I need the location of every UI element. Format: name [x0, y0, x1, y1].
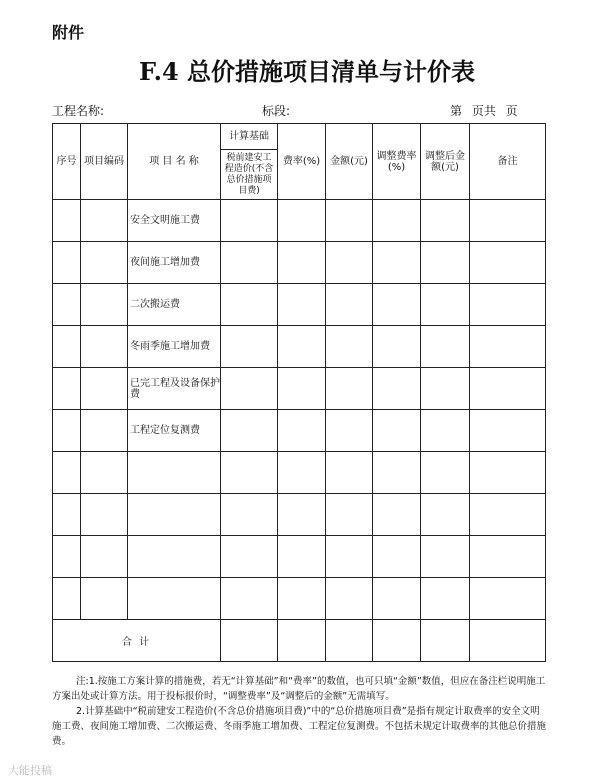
- header-name: 项 目 名 称: [128, 124, 221, 200]
- table-cell: [373, 494, 421, 536]
- table-cell: [421, 452, 470, 494]
- table-cell: [81, 242, 128, 284]
- item-name-cell: [128, 452, 221, 494]
- table-row: [53, 410, 546, 452]
- table-cell: [278, 536, 326, 578]
- table-cell: [326, 326, 373, 368]
- table-cell: [278, 620, 326, 662]
- header-seq: 序号: [53, 124, 81, 200]
- table-cell: [326, 200, 373, 242]
- table-cell: [470, 200, 546, 242]
- table-cell: [326, 368, 373, 410]
- table-cell: [326, 452, 373, 494]
- table-cell: [470, 410, 546, 452]
- table-cell: [81, 326, 128, 368]
- table-row: [53, 452, 546, 494]
- table-cell: [278, 242, 326, 284]
- table-cell: [326, 536, 373, 578]
- header-rate: 费率(%): [278, 124, 326, 200]
- table-cell: [421, 326, 470, 368]
- table-cell: [53, 536, 81, 578]
- table-cell: [278, 368, 326, 410]
- header-basis-detail: 税前建安工程造价(不含总价措施项目费): [221, 150, 278, 200]
- table-cell: [221, 536, 278, 578]
- table-cell: [278, 326, 326, 368]
- table-cell: [221, 452, 278, 494]
- table-cell: [373, 368, 421, 410]
- table-cell: [53, 242, 81, 284]
- table-row: [53, 284, 546, 326]
- item-name-cell: 已完工程及设备保护费: [128, 368, 221, 410]
- table-cell: [221, 284, 278, 326]
- table-cell: [53, 368, 81, 410]
- total-row: [53, 620, 546, 662]
- table-cell: [221, 494, 278, 536]
- note-1: 注:1.按施工方案计算的措施费，若无“计算基础”和“费率”的数值，也可只填“金额”数值，但应在备注栏说明施工方案出处或计算方法。用于投标报价时，“调整费率”及“调整后的金额”无需填写。: [52, 676, 546, 702]
- table-cell: [221, 620, 278, 662]
- project-name-label: 工程名称:: [52, 104, 105, 118]
- table-cell: [53, 410, 81, 452]
- table-row: [53, 242, 546, 284]
- table-cell: [53, 326, 81, 368]
- table-row: [53, 200, 546, 242]
- table-cell: [326, 284, 373, 326]
- table-cell: [221, 242, 278, 284]
- table-row: [53, 326, 546, 368]
- table-cell: [373, 200, 421, 242]
- table-cell: [221, 200, 278, 242]
- table-cell: [81, 410, 128, 452]
- table-cell: [221, 410, 278, 452]
- table-row: [53, 578, 546, 620]
- table-cell: [221, 368, 278, 410]
- table-row: [53, 536, 546, 578]
- header-adj-rate: 调整费率(%): [373, 124, 421, 200]
- table-body: [53, 200, 546, 620]
- note-2: 2.计算基础中“税前建安工程造价(不含总价措施项目费)”中的“总价措施项目费”是指有规定计取费率的安全文明施工费、夜间施工增加费、二次搬运费、冬雨季施工增加费、工程定位复测费。不包括未规定计取费率的其他总价措施费。: [52, 706, 547, 747]
- table-cell: [326, 494, 373, 536]
- table-cell: [421, 368, 470, 410]
- notes: [52, 674, 547, 749]
- table-cell: [373, 326, 421, 368]
- table-cell: [221, 578, 278, 620]
- table-cell: [470, 368, 546, 410]
- table-cell: [53, 284, 81, 326]
- table-row: [53, 368, 546, 410]
- watermark: 大能投稿: [8, 764, 52, 777]
- table-cell: [81, 452, 128, 494]
- table-cell: [278, 578, 326, 620]
- table-cell: [421, 410, 470, 452]
- item-name-cell: [128, 578, 221, 620]
- table-cell: [278, 284, 326, 326]
- table-cell: [421, 200, 470, 242]
- price-table: [52, 123, 546, 662]
- header-adj-amount: 调整后金额(元): [421, 124, 470, 200]
- page-number-label: 第 页共 页: [450, 104, 518, 118]
- item-name-cell: 夜间施工增加费: [128, 242, 221, 284]
- table-cell: [81, 578, 128, 620]
- table-cell: [470, 620, 546, 662]
- table-cell: [470, 242, 546, 284]
- table-cell: [470, 536, 546, 578]
- table-cell: [81, 536, 128, 578]
- table-row: [53, 494, 546, 536]
- table-cell: [421, 578, 470, 620]
- table-cell: [53, 200, 81, 242]
- table-cell: [470, 578, 546, 620]
- table-cell: [326, 620, 373, 662]
- page-title: F.4 总价措施项目清单与计价表: [138, 57, 476, 86]
- table-cell: [81, 494, 128, 536]
- table-cell: [421, 242, 470, 284]
- table-cell: [373, 578, 421, 620]
- item-name-cell: [128, 494, 221, 536]
- table-cell: [373, 536, 421, 578]
- header-amount: 金额(元): [326, 124, 373, 200]
- table-cell: [278, 410, 326, 452]
- table-cell: [326, 242, 373, 284]
- table-cell: [278, 200, 326, 242]
- header-basis: 计算基础: [221, 124, 278, 150]
- total-label: 合 计: [53, 620, 221, 662]
- table-cell: [81, 368, 128, 410]
- item-name-cell: [128, 536, 221, 578]
- table-cell: [373, 410, 421, 452]
- table-cell: [470, 326, 546, 368]
- table-cell: [326, 578, 373, 620]
- table-cell: [53, 578, 81, 620]
- table-cell: [373, 452, 421, 494]
- table-cell: [326, 410, 373, 452]
- appendix-label: 附件: [52, 23, 85, 42]
- item-name-cell: 安全文明施工费: [128, 200, 221, 242]
- header-code: 项目编码: [81, 124, 128, 200]
- table-cell: [421, 620, 470, 662]
- item-name-cell: 冬雨季施工增加费: [128, 326, 221, 368]
- table-cell: [421, 284, 470, 326]
- table-cell: [53, 494, 81, 536]
- table-cell: [373, 242, 421, 284]
- table-cell: [373, 620, 421, 662]
- item-name-cell: 二次搬运费: [128, 284, 221, 326]
- table-cell: [221, 326, 278, 368]
- section-label: 标段:: [262, 104, 291, 118]
- table-cell: [421, 536, 470, 578]
- header-remarks: 备注: [470, 124, 546, 200]
- item-name-cell: 工程定位复测费: [128, 410, 221, 452]
- table-cell: [470, 284, 546, 326]
- table-cell: [470, 452, 546, 494]
- table-cell: [470, 494, 546, 536]
- table-cell: [421, 494, 470, 536]
- table-cell: [373, 284, 421, 326]
- table-cell: [81, 200, 128, 242]
- table-cell: [278, 452, 326, 494]
- table-cell: [81, 284, 128, 326]
- table-cell: [53, 452, 81, 494]
- table-cell: [278, 494, 326, 536]
